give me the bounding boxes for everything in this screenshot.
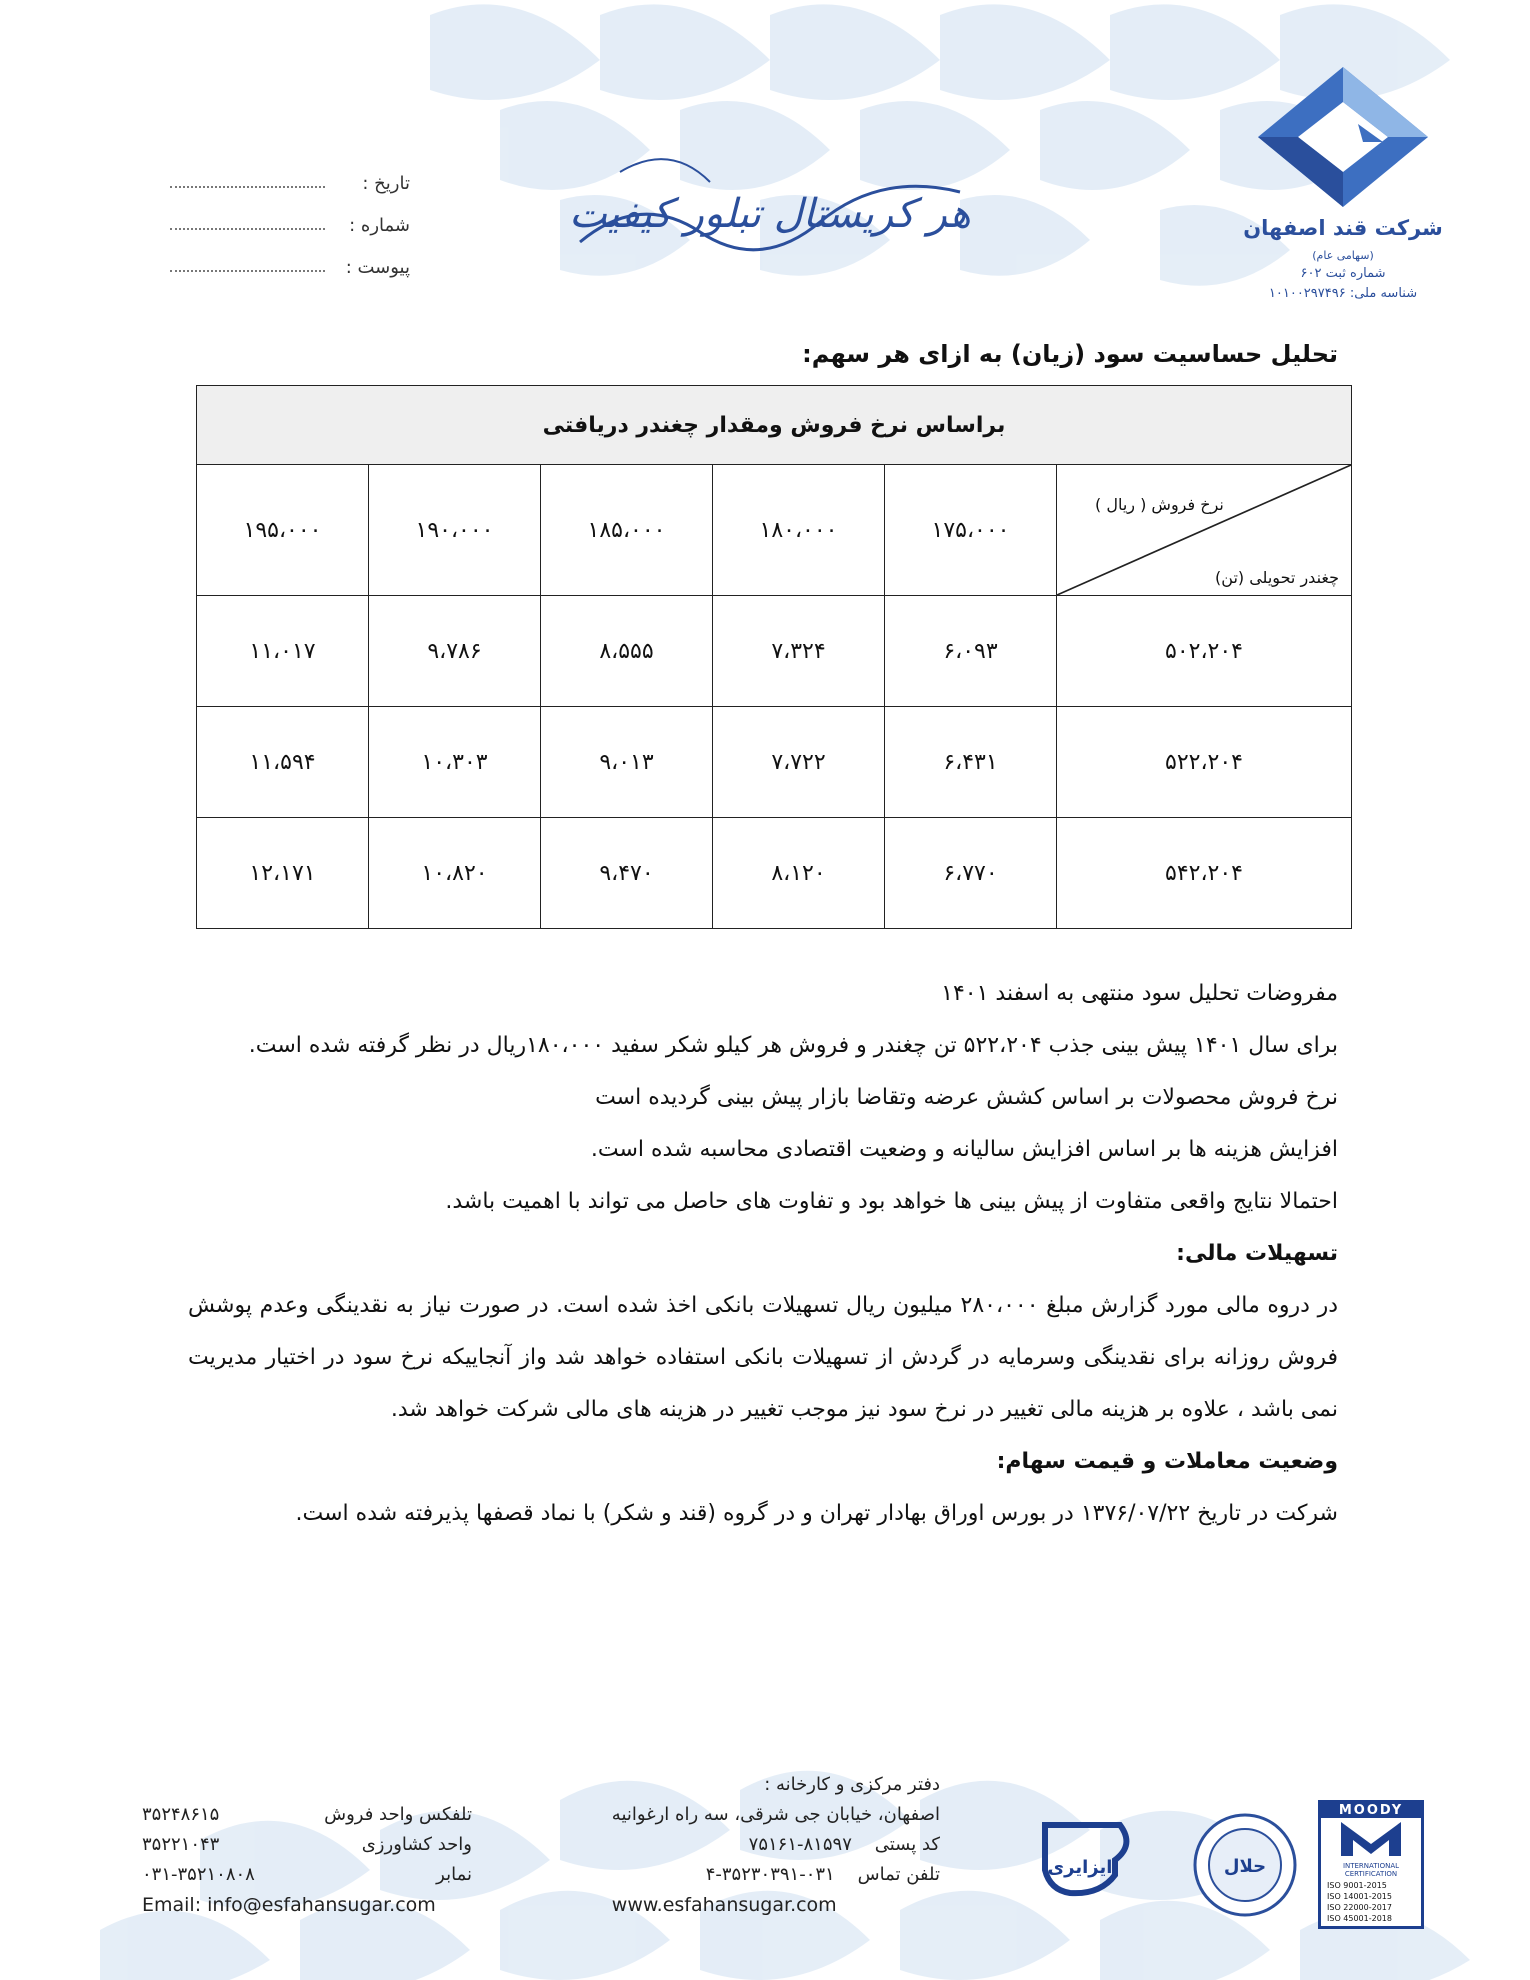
trading-paragraph: شرکت در تاریخ ۱۳۷۶/۰۷/۲۲ در بورس اوراق بهادار تهران و در گروه (قند و شکر) با نماد قصفها پذیرفته شده است. — [295, 1501, 1338, 1526]
date-field — [170, 186, 325, 188]
date-label: تاریخ : — [362, 173, 410, 194]
eps-cell: ۱۱،۵۹۴ — [197, 707, 369, 818]
eps-cell: ۸،۱۲۰ — [713, 818, 885, 929]
company-logo-block — [1228, 62, 1458, 304]
eps-cell: ۶،۰۹۳ — [885, 596, 1057, 707]
assumptions-title: مفروضات تحلیل سود منتهی به اسفند ۱۴۰۱ — [941, 981, 1338, 1006]
iso-list — [1321, 1878, 1421, 1926]
footer-contacts — [142, 1800, 472, 1920]
table-row — [197, 818, 1352, 929]
assumption-paragraph: افزایش هزینه ها بر اساس افزایش سالیانه و وضعیت اقتصادی محاسبه شده است. — [590, 1137, 1338, 1162]
fax-label: نمابر — [436, 1864, 472, 1885]
eps-cell: ۹،۷۸۶ — [369, 596, 541, 707]
postal-code: ۸۱۵۹۷-۷۵۱۶۱ — [748, 1834, 852, 1855]
facilities-title: تسهیلات مالی: — [1176, 1241, 1338, 1266]
address: اصفهان، خیابان جی شرقی، سه راه ارغوانیه — [611, 1804, 940, 1825]
table-row — [197, 596, 1352, 707]
price-header: ۱۸۰،۰۰۰ — [713, 465, 885, 596]
number-label: شماره : — [349, 215, 410, 236]
number-field — [170, 228, 325, 230]
eps-cell: ۷،۷۲۲ — [713, 707, 885, 818]
section-title: تحلیل حساسیت سود (زیان) به ازای هر سهم: — [802, 340, 1338, 368]
eps-cell: ۹،۴۷۰ — [541, 818, 713, 929]
moody-certification-badge — [1318, 1800, 1424, 1929]
beet-tonnage-cell: ۵۲۲،۲۰۴ — [1057, 707, 1352, 818]
beet-tonnage-cell: ۵۰۲،۲۰۴ — [1057, 596, 1352, 707]
attachment-label: پیوست : — [345, 257, 410, 278]
agri-label: واحد کشاورزی — [361, 1834, 472, 1855]
company-logo-icon — [1253, 62, 1433, 212]
eps-cell: ۱۱،۰۱۷ — [197, 596, 369, 707]
sensitivity-table — [196, 385, 1352, 929]
sales-fax-label: تلفکس واحد فروش — [324, 1804, 472, 1825]
assumption-paragraph: نرخ فروش محصولات بر اساس کشش عرضه وتقاضا بازار پیش بینی گردیده است — [595, 1085, 1338, 1110]
corner-beet-label: چغندر تحویلی (تن) — [1215, 568, 1339, 587]
assumption-paragraph: احتمالا نتایج واقعی متفاوت از پیش بینی ها خواهد بود و تفاوت های حاصل می تواند با اهمیت باشد. — [445, 1189, 1338, 1214]
registration-number: شماره ثبت ۶۰۲ — [1300, 266, 1386, 281]
beet-tonnage-cell: ۵۴۲،۲۰۴ — [1057, 818, 1352, 929]
fax-row — [142, 1860, 472, 1890]
eps-cell: ۶،۴۳۱ — [885, 707, 1057, 818]
eps-cell: ۹،۰۱۳ — [541, 707, 713, 818]
postal-label: کد پستی — [874, 1834, 940, 1855]
iso-line: ISO 22000-2017 — [1327, 1903, 1392, 1912]
attachment-field — [170, 270, 325, 272]
halal-logo-text: حلال — [1223, 1856, 1267, 1877]
slogan-text: هر کریستال تبلور کیفیت — [569, 191, 971, 237]
moody-subtitle: INTERNATIONAL CERTIFICATION — [1342, 1862, 1400, 1878]
eps-cell: ۱۰،۳۰۳ — [369, 707, 541, 818]
trading-title: وضعیت معاملات و قیمت سهام: — [996, 1449, 1338, 1474]
price-header: ۱۸۵،۰۰۰ — [541, 465, 713, 596]
national-id: شناسه ملی: ۱۰۱۰۰۲۹۷۴۹۶ — [1268, 286, 1418, 302]
company-type: (سهامی عام) — [1312, 249, 1374, 262]
iso-line: ISO 14001-2015 — [1327, 1892, 1392, 1901]
agri-number: ۳۵۲۲۱۰۴۳ — [142, 1834, 220, 1855]
facilities-paragraph: در دروه مالی مورد گزارش مبلغ ۲۸۰،۰۰۰ میلیون ریال تسهیلات بانکی اخذ شده است. در صورت نیاز به نقدینگی وعدم پوشش فروش روزانه برای نقدینگی وسرمایه در گردش از تسهیلات بانکی استفاده خواهد شد واز آنجاییکه نرخ سود در اختیار مدیریت نمی باشد ، علاوه بر هزینه مالی تغییر در نرخ سود نیز موجب تغییر در هزینه های مالی شرکت خواهد شد. — [188, 1293, 1338, 1422]
postal-row — [612, 1830, 940, 1860]
price-header: ۱۹۵،۰۰۰ — [197, 465, 369, 596]
corner-price-label: نرخ فروش ( ریال ) — [1095, 495, 1224, 514]
phone-label: تلفن تماس — [857, 1864, 940, 1885]
footer-address — [612, 1770, 940, 1920]
slogan-calligraphy — [560, 132, 980, 272]
isiri-logo-text: ایزایری — [1047, 1857, 1113, 1878]
date-row — [170, 152, 410, 194]
eps-cell: ۷،۳۲۴ — [713, 596, 885, 707]
corner-cell — [1057, 465, 1352, 596]
iso-line: ISO 45001-2018 — [1327, 1914, 1392, 1923]
table-header-row — [197, 465, 1352, 596]
sales-fax-row — [142, 1800, 472, 1830]
table-caption: براساس نرخ فروش ومقدار چغندر دریافتی — [197, 386, 1352, 465]
fax-number: ۰۳۱-۳۵۲۱۰۸۰۸ — [142, 1864, 255, 1885]
agri-row — [142, 1830, 472, 1860]
eps-cell: ۱۲،۱۷۱ — [197, 818, 369, 929]
email-link[interactable]: Email: info@esfahansugar.com — [142, 1894, 436, 1916]
eps-cell: ۶،۷۷۰ — [885, 818, 1057, 929]
assumption-paragraph: برای سال ۱۴۰۱ پیش بینی جذب ۵۲۲،۲۰۴ تن چغندر و فروش هر کیلو شکر سفید ۱۸۰،۰۰۰ریال در نظر گرفته شده است. — [248, 1033, 1338, 1058]
sales-fax-number: ۳۵۲۴۸۶۱۵ — [142, 1804, 220, 1825]
iso-line: ISO 9001-2015 — [1327, 1881, 1387, 1890]
phone-number: ۰۳۱-۳۵۲۳۰۳۹۱-۴ — [705, 1864, 835, 1885]
body-text — [188, 968, 1338, 1540]
price-header: ۱۷۵،۰۰۰ — [885, 465, 1057, 596]
letter-meta — [170, 152, 410, 278]
table-row — [197, 707, 1352, 818]
number-row — [170, 194, 410, 236]
website-link[interactable]: www.esfahansugar.com — [611, 1894, 837, 1916]
halal-logo-icon — [1190, 1810, 1300, 1920]
attachment-row — [170, 236, 410, 278]
moody-title: MOODY — [1321, 1803, 1421, 1818]
price-header: ۱۹۰،۰۰۰ — [369, 465, 541, 596]
eps-cell: ۱۰،۸۲۰ — [369, 818, 541, 929]
office-title: دفتر مرکزی و کارخانه : — [764, 1774, 940, 1795]
moody-m-icon — [1336, 1818, 1406, 1858]
isiri-logo-icon — [1030, 1815, 1140, 1905]
eps-cell: ۸،۵۵۵ — [541, 596, 713, 707]
phone-row — [612, 1860, 940, 1890]
company-name: شرکت قند اصفهان (سهامی عام) — [1243, 216, 1443, 262]
